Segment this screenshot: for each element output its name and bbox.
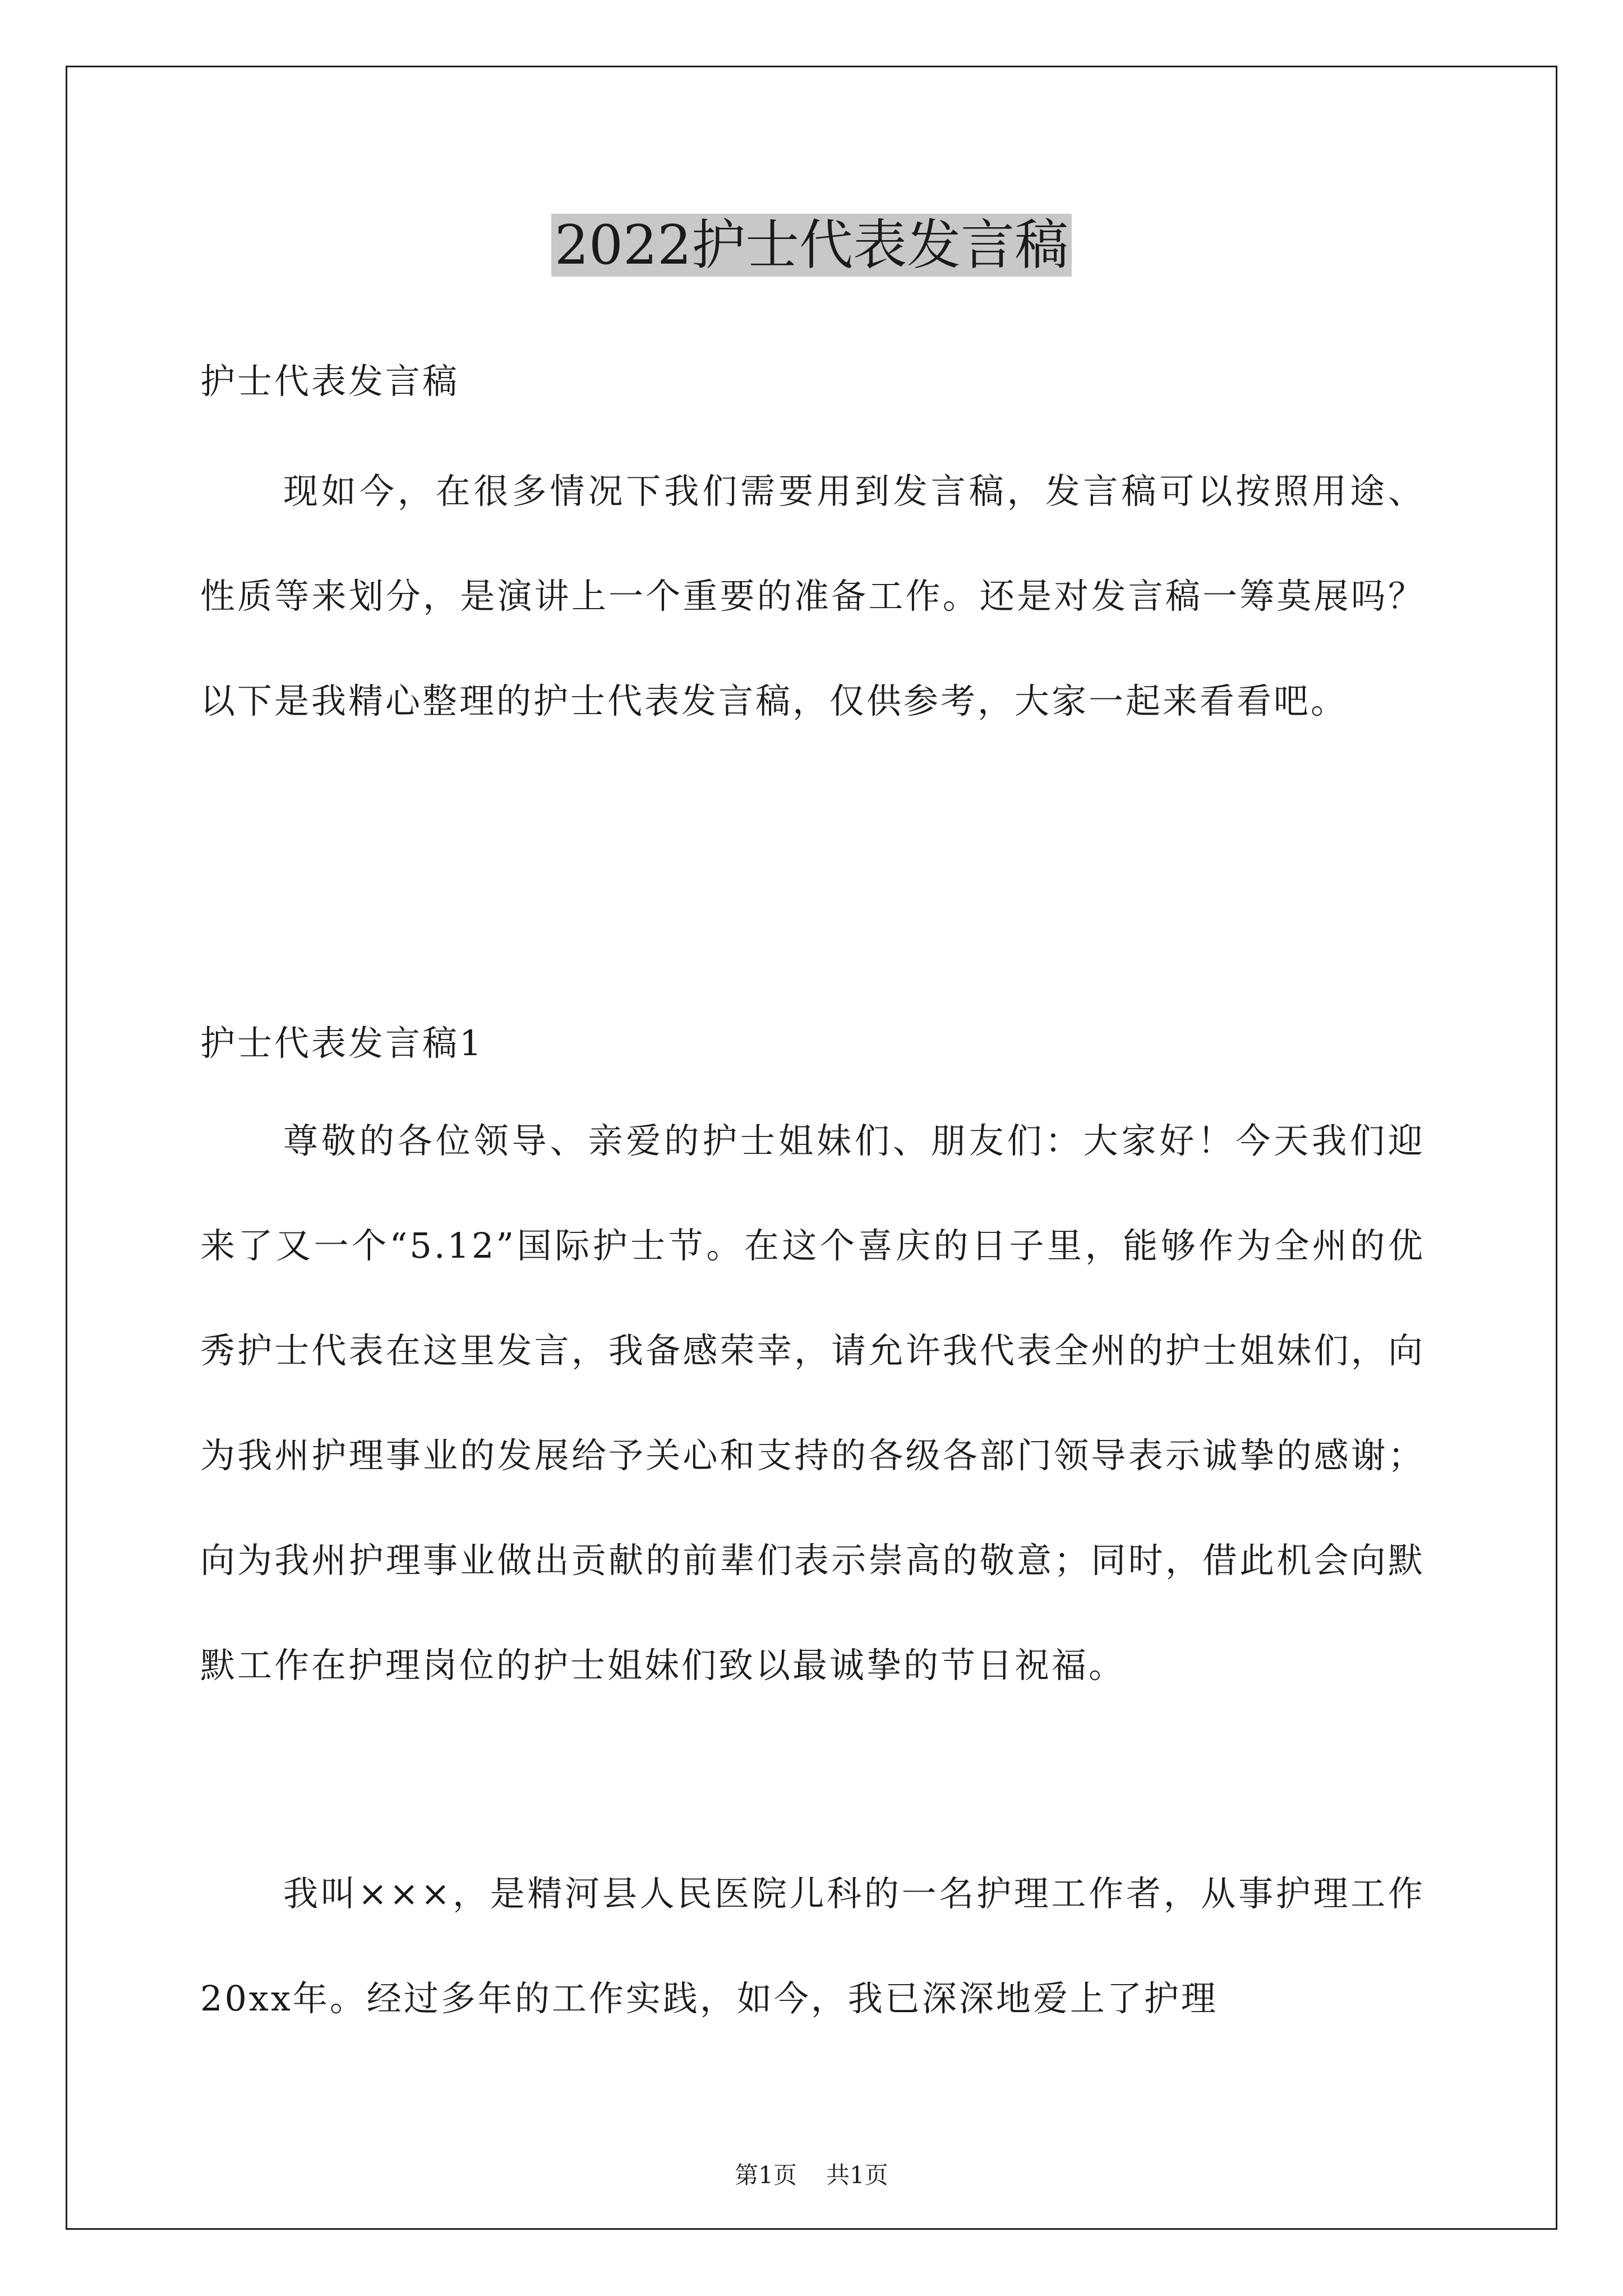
document-subtitle: 护士代表发言稿 xyxy=(200,361,460,402)
body-paragraph: 尊敬的各位领导、亲爱的护士姐妹们、朋友们：大家好！今天我们迎来了又一个“5.12”国际护士节。在这个喜庆的日子里，能够作为全州的优秀护士代表在这里发言，我备感荣幸，请允许我代表全州的护士姐妹们，向为我州护理事业的发展给予关心和支持的各级各部门领导表示诚挚的感谢；向为我州护理事业做出贡献的前辈们表示崇高的敬意；同时，借此机会向默默工作在护理岗位的护士姐妹们致以最诚挚的节日祝福。 xyxy=(200,1120,1425,1686)
document-title-text: 2022护士代表发言稿 xyxy=(551,214,1072,277)
intro-paragraph: 现如今，在很多情况下我们需要用到发言稿，发言稿可以按照用途、性质等来划分，是演讲上一个重要的准备工作。还是对发言稿一筹莫展吗？以下是我精心整理的护士代表发言稿，仅供参考，大家一起来看看吧。 xyxy=(200,471,1425,721)
page-total: 共1页 xyxy=(826,2161,888,2189)
page-footer xyxy=(0,2159,1623,2192)
body-paragraph: 我叫×××，是精河县人民医院儿科的一名护理工作者，从事护理工作20xx年。经过多年的工作实践，如今，我已深深地爱上了护理 xyxy=(200,1873,1425,2019)
page-number: 第1页 xyxy=(735,2161,797,2189)
document-title xyxy=(0,209,1623,282)
section-heading-1: 护士代表发言稿1 xyxy=(200,1023,484,1064)
